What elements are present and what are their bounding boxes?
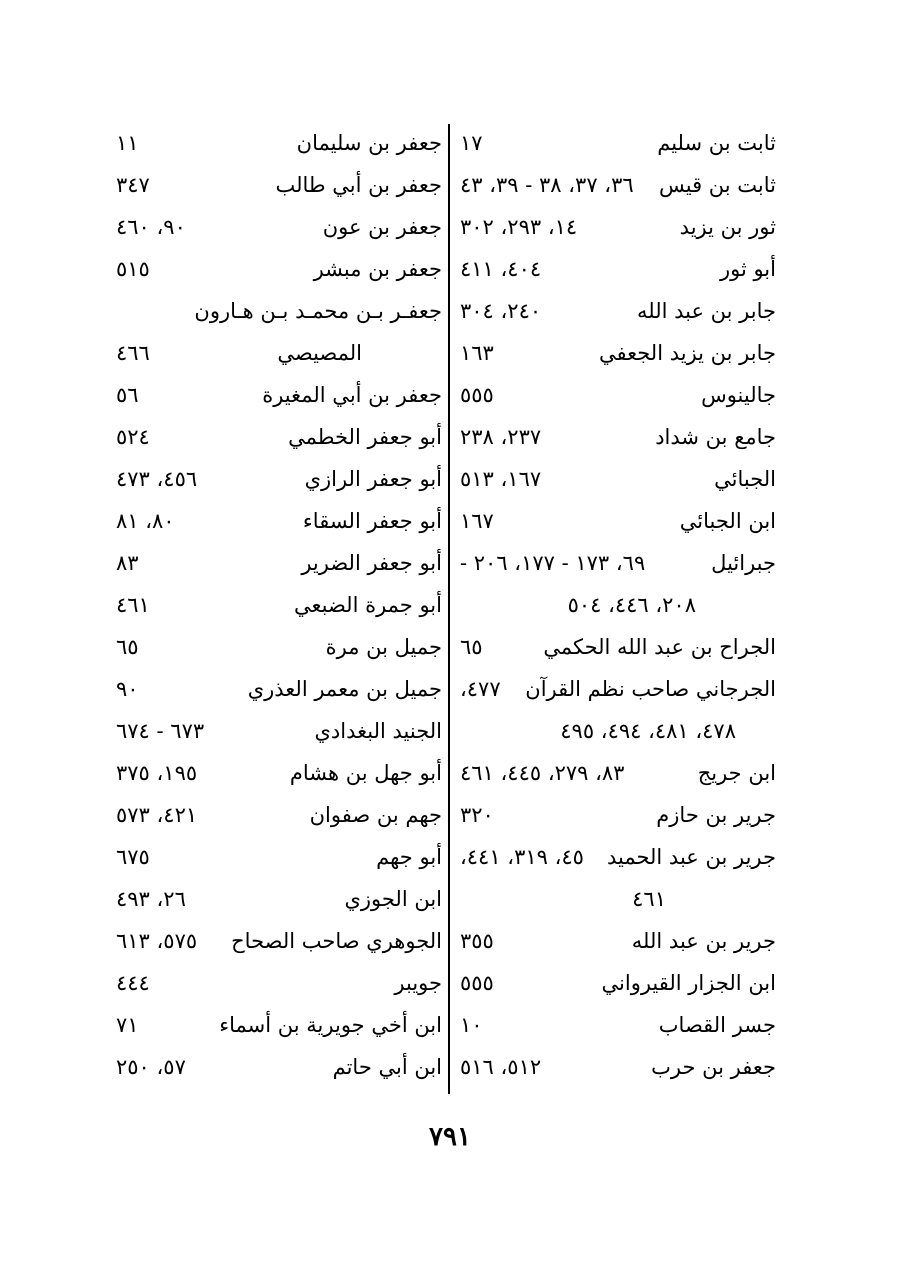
entry-name: جبرائيل <box>711 551 776 575</box>
index-entry <box>112 458 442 500</box>
entry-name: جميل بن معمر العذري <box>247 677 442 701</box>
index-entry <box>456 920 776 962</box>
index-entry <box>456 1046 776 1088</box>
index-entry <box>456 836 776 878</box>
entry-name: جعفر بن سليمان <box>296 131 442 155</box>
index-entry <box>112 584 442 626</box>
index-entry <box>112 332 442 374</box>
index-entry <box>112 962 442 1004</box>
index-entry <box>456 458 776 500</box>
entry-page-refs: ٣٢٠ <box>460 803 494 827</box>
index-entry <box>456 878 776 920</box>
entry-page-refs: ٦٧٥ <box>116 845 150 869</box>
entry-name: ابن أبي حاتم <box>332 1055 442 1079</box>
index-entry <box>112 752 442 794</box>
entry-name: أبو جهل بن هشام <box>289 761 442 785</box>
index-entry <box>456 542 776 584</box>
index-entry <box>456 332 776 374</box>
index-entry <box>112 374 442 416</box>
entry-name: أبو جعفر الرازي <box>304 467 442 491</box>
entry-page-refs: ٦٥ <box>116 635 139 659</box>
entry-name: جعفر بن مبشر <box>313 257 442 281</box>
entry-page-refs: ٩٠ <box>116 677 139 701</box>
entry-page-refs: ٣٤٧ <box>116 173 150 197</box>
entry-page-refs: ٢٤٠، ٣٠٤ <box>460 299 542 323</box>
index-entry <box>456 710 776 752</box>
index-entry <box>112 290 442 332</box>
entry-name: جعفر بن حرب <box>651 1055 776 1079</box>
entry-page-refs: ٤٧٨، ٤٨١، ٤٩٤، ٤٩٥ <box>560 719 736 743</box>
index-entry <box>112 668 442 710</box>
index-column-right <box>456 122 776 1088</box>
entry-name: الجراح بن عبد الله الحكمي <box>543 635 776 659</box>
index-entry <box>456 206 776 248</box>
index-entry <box>456 374 776 416</box>
entry-page-refs: ٨٣ <box>116 551 139 575</box>
entry-page-refs: ٨٣، ٢٧٩، ٤٤٥، ٤٦١ <box>460 761 625 785</box>
index-entry <box>112 794 442 836</box>
index-entry <box>456 752 776 794</box>
entry-name: الجوهري صاحب الصحاح <box>231 929 442 953</box>
index-entry <box>456 962 776 1004</box>
entry-name: جعفر بن أبي المغيرة <box>262 383 442 407</box>
entry-page-refs: ٨٠، ٨١ <box>116 509 175 533</box>
entry-page-refs: ١٠ <box>460 1013 483 1037</box>
index-entry <box>456 500 776 542</box>
entry-page-refs: ٦٩، ١٧٣ - ١٧٧، ٢٠٦ - <box>460 551 646 575</box>
index-entry <box>456 248 776 290</box>
entry-name: ثابت بن سليم <box>657 131 776 155</box>
entry-name: جرير بن عبد الله <box>631 929 776 953</box>
index-entry <box>456 626 776 668</box>
entry-name: جهم بن صفوان <box>309 803 442 827</box>
entry-name: ابن الجزار القيرواني <box>601 971 776 995</box>
index-entry <box>112 626 442 668</box>
entry-name: جويبر <box>394 971 442 995</box>
index-entry <box>112 1004 442 1046</box>
entry-page-refs: ٤٦٦ <box>116 341 150 365</box>
entry-name: جميل بن مرة <box>325 635 442 659</box>
entry-name: جامع بن شداد <box>655 425 776 449</box>
entry-page-refs: ٢٠٨، ٤٤٦، ٥٠٤ <box>567 593 696 617</box>
index-entry <box>456 290 776 332</box>
entry-name: ابن الجوزي <box>344 887 442 911</box>
index-entry <box>112 920 442 962</box>
entry-page-refs: ٤٢١، ٥٧٣ <box>116 803 198 827</box>
entry-page-refs: ٦٥ <box>460 635 483 659</box>
entry-page-refs: ٥٢٤ <box>116 425 150 449</box>
entry-page-refs: ٤٥٦، ٤٧٣ <box>116 467 198 491</box>
entry-name: ابن أخي جويرية بن أسماء <box>219 1013 442 1037</box>
entry-name: أبو جعفر الخطمي <box>288 425 442 449</box>
index-entry <box>456 794 776 836</box>
entry-page-refs: ٧١ <box>116 1013 139 1037</box>
entry-page-refs: ٥١٥ <box>116 257 150 281</box>
index-entry <box>112 500 442 542</box>
entry-page-refs: ٥٦ <box>116 383 139 407</box>
entry-page-refs: ٥٥٥ <box>460 971 494 995</box>
entry-page-refs: ٤٦١ <box>116 593 150 617</box>
entry-name: الجنيد البغدادي <box>314 719 442 743</box>
entry-page-refs: ١٦٣ <box>460 341 494 365</box>
entry-name: جعفر بن أبي طالب <box>275 173 442 197</box>
column-divider <box>448 124 450 1094</box>
entry-page-refs: ١٩٥، ٣٧٥ <box>116 761 198 785</box>
entry-page-refs: ٩٠، ٤٦٠ <box>116 215 186 239</box>
entry-page-refs: ٥١٢، ٥١٦ <box>460 1055 542 1079</box>
entry-page-refs: ١٤، ٢٩٣، ٣٠٢ <box>460 215 578 239</box>
entry-page-refs: ٤٦١ <box>632 887 666 911</box>
entry-page-refs: ٥٥٥ <box>460 383 494 407</box>
index-entry <box>112 1046 442 1088</box>
entry-page-refs: ٦٧٣ - ٦٧٤ <box>116 719 205 743</box>
entry-name: جرير بن حازم <box>656 803 776 827</box>
index-entry <box>456 122 776 164</box>
entry-name: أبو ثور <box>719 257 776 281</box>
entry-name: جعفر بن عون <box>322 215 442 239</box>
index-entry <box>112 542 442 584</box>
index-entry <box>112 416 442 458</box>
entry-page-refs: ٢٣٧، ٢٣٨ <box>460 425 542 449</box>
entry-name: أبو جمرة الضبعي <box>293 593 442 617</box>
entry-page-refs: ٣٦، ٣٧، ٣٨ - ٣٩، ٤٣ <box>460 173 634 197</box>
entry-name: أبو جعفر السقاء <box>302 509 442 533</box>
index-entry <box>456 1004 776 1046</box>
entry-page-refs: ٤٠٤، ٤١١ <box>460 257 542 281</box>
index-entry <box>112 206 442 248</box>
index-entry <box>456 668 776 710</box>
entry-name: جسر القصاب <box>658 1013 776 1037</box>
entry-page-refs: ١٧ <box>460 131 483 155</box>
index-entry <box>112 836 442 878</box>
entry-name: أبو جعفر الضرير <box>301 551 442 575</box>
index-column-left <box>112 122 442 1088</box>
index-entry <box>112 878 442 920</box>
entry-name: ابن جريج <box>697 761 776 785</box>
index-entry <box>456 584 776 626</box>
index-entry <box>112 710 442 752</box>
entry-name: المصيصي <box>277 341 362 365</box>
index-entry <box>112 164 442 206</box>
entry-name: جرير بن عبد الحميد <box>606 845 776 869</box>
entry-name: جالينوس <box>701 383 776 407</box>
entry-page-refs: ١١ <box>116 131 139 155</box>
entry-name: ابن الجبائي <box>679 509 776 533</box>
entry-page-refs: ٤٥، ٣١٩، ٤٤١، <box>460 845 584 869</box>
entry-name: الجبائي <box>714 467 776 491</box>
entry-page-refs: ٤٧٧، <box>460 677 501 701</box>
page-number: ٧٩١ <box>429 1122 471 1152</box>
index-entry <box>456 164 776 206</box>
entry-page-refs: ٥٧٥، ٦١٣ <box>116 929 198 953</box>
entry-name: ثابت بن قيس <box>658 173 776 197</box>
entry-name: جعفـر بـن محمـد بـن هـارون <box>194 299 442 323</box>
entry-page-refs: ٥٧، ٢٥٠ <box>116 1055 186 1079</box>
index-entry <box>112 122 442 164</box>
entry-name: ثور بن يزيد <box>679 215 776 239</box>
entry-name: أبو جهم <box>376 845 442 869</box>
entry-name: الجرجاني صاحب نظم القرآن <box>525 677 776 701</box>
entry-name: جابر بن عبد الله <box>636 299 776 323</box>
entry-page-refs: ٤٤٤ <box>116 971 150 995</box>
entry-name: جابر بن يزيد الجعفي <box>598 341 776 365</box>
index-entry <box>456 416 776 458</box>
index-entry <box>112 248 442 290</box>
entry-page-refs: ٢٦، ٤٩٣ <box>116 887 186 911</box>
entry-page-refs: ٣٥٥ <box>460 929 494 953</box>
entry-page-refs: ١٦٧، ٥١٣ <box>460 467 542 491</box>
entry-page-refs: ١٦٧ <box>460 509 494 533</box>
